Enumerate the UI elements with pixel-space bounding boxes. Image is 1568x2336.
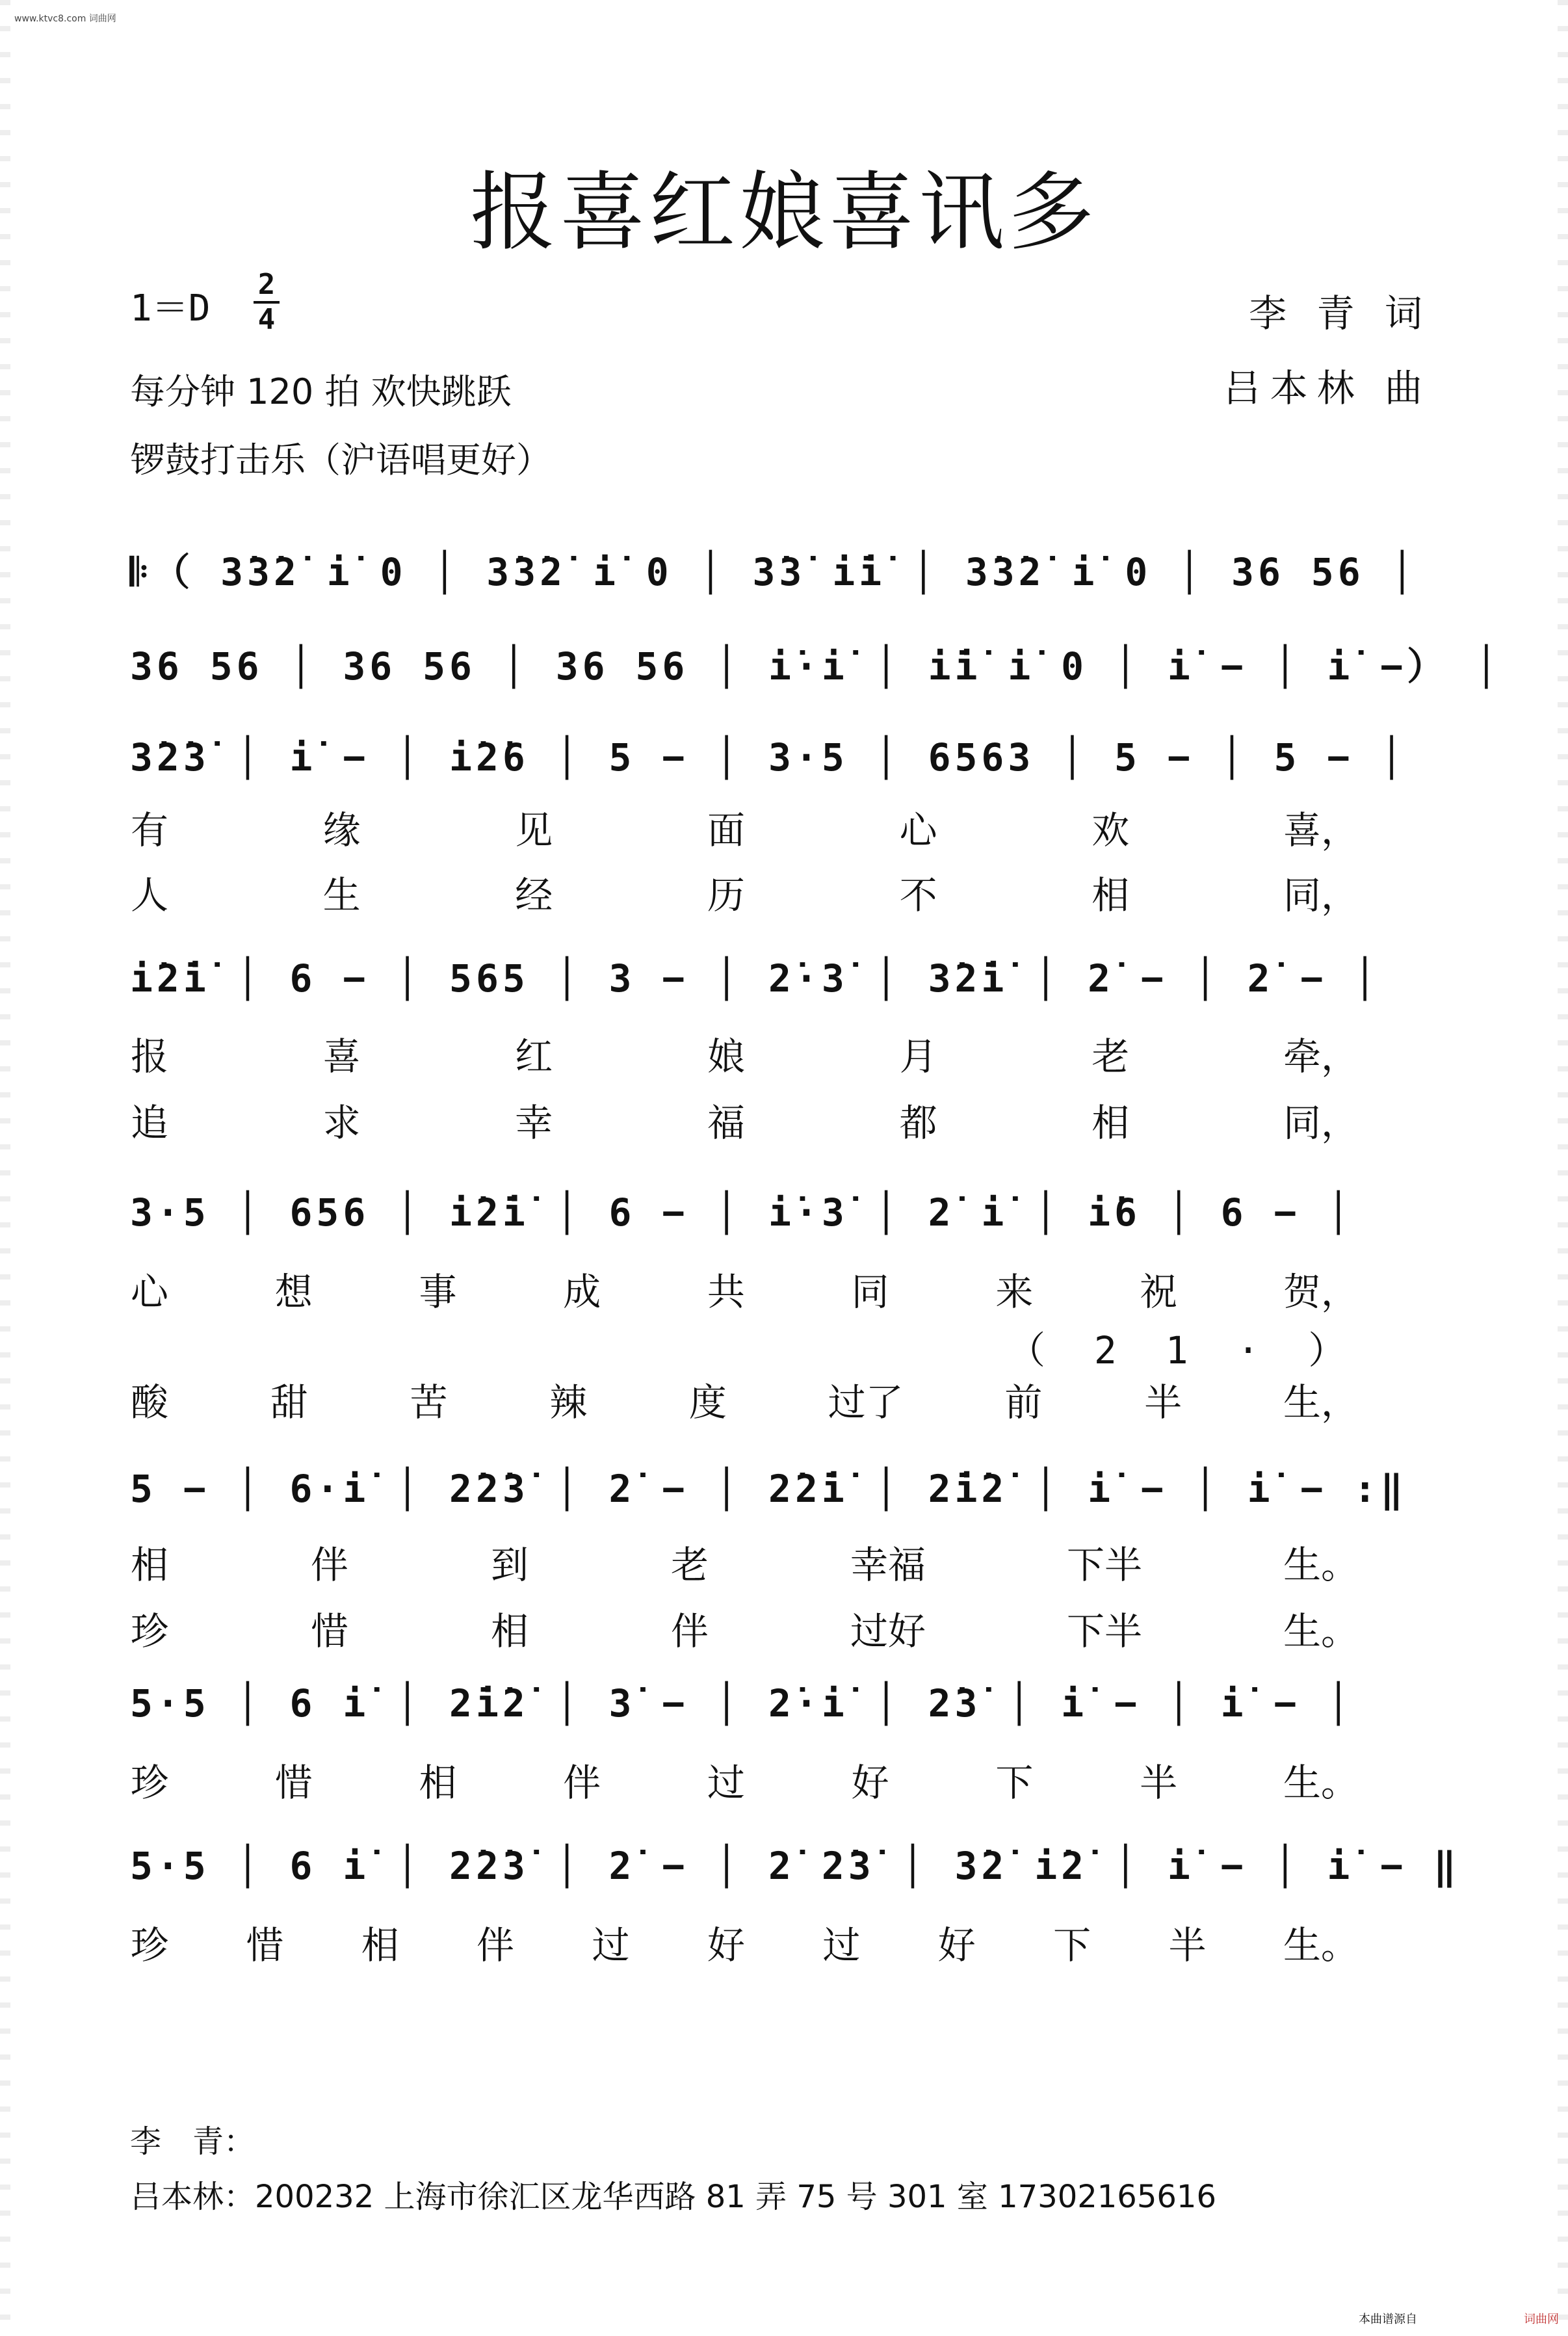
footer-lyricist-contact: 李 青： <box>130 2123 255 2160</box>
lyric-char: 相 <box>1091 1101 1130 1145</box>
score-line-5 <box>130 1174 1438 1271</box>
lyric-char: 过 <box>592 1923 630 1967</box>
lyric-char: 到 <box>490 1543 529 1587</box>
lyric-char: 伴 <box>563 1761 601 1805</box>
lyric-char: 老 <box>670 1543 709 1587</box>
lyric-char: 心 <box>899 808 937 852</box>
lyric-row-3a <box>130 1261 1398 1316</box>
score-line-8 <box>130 1827 1460 1924</box>
lyric-char: 过了 <box>828 1380 904 1424</box>
lyric-char: 幸福 <box>850 1543 926 1587</box>
lyric-row-1a <box>130 800 1398 854</box>
lyric-char: 辣 <box>549 1380 588 1424</box>
lyric-char: 来 <box>995 1270 1034 1314</box>
lyric-char: 报 <box>130 1034 168 1079</box>
tempo-marking: 每分钟 120 拍 欢快跳跃 <box>130 371 512 412</box>
key-signature: 1＝D <box>130 287 211 330</box>
lyric-char: 伴 <box>477 1923 515 1967</box>
lyric-char: 生。 <box>1283 1761 1359 1805</box>
lyric-char: 共 <box>707 1270 745 1314</box>
lyric-char: 珍 <box>130 1923 168 1967</box>
score-line-7 <box>130 1664 1438 1762</box>
lyric-char: 事 <box>419 1270 457 1314</box>
lyric-char: 求 <box>322 1101 361 1145</box>
notes-line-7: 5·5 │ 6 i̇ │ 2̇i̇2̇ │ 3̇ − │ 2̇·i̇ │ 2̇3̇ │ i̇ − │ i̇ − │ <box>130 1681 1354 1726</box>
lyric-char: 都 <box>899 1101 937 1145</box>
lyric-char: 福 <box>707 1101 745 1145</box>
lyric-char: 酸 <box>130 1380 168 1424</box>
notes-line-8: 5·5 │ 6 i̇ │ 2̇2̇3̇ │ 2̇ − │ 2̇ 2̇3̇ │ 3̇2̇ i̇2̇ │ i̇ − │ i̇ − ‖ <box>130 1844 1460 1888</box>
lyric-char: 喜， <box>1283 808 1359 852</box>
lyric-char: 牵， <box>1283 1034 1359 1079</box>
lyric-char: 追 <box>130 1101 168 1145</box>
lyric-char: 相 <box>361 1923 399 1967</box>
lyricist-credit: 李 青 词 <box>1249 291 1431 335</box>
lyric-char: 前 <box>1004 1380 1043 1424</box>
notes-line-1: 𝄆（ 3̇3̇2̇ i̇ 0 │ 3̇3̇2̇ i̇ 0 │ 3̇3̇ i̇i̇ │ 3̇3̇2̇ i̇ 0 │ 36 56 │ <box>130 550 1418 594</box>
instrument-note: 锣鼓打击乐（沪语唱更好） <box>130 440 551 480</box>
lyric-char: 缘 <box>322 808 361 852</box>
lyric-char: 珍 <box>130 1609 168 1653</box>
lyric-char: 过 <box>822 1923 861 1967</box>
lyric-char: 欢 <box>1091 808 1130 852</box>
lyric-char: 贺， <box>1283 1270 1359 1314</box>
lyric-char: 喜 <box>322 1034 361 1079</box>
lyric-char: 经 <box>515 873 553 917</box>
source-note: 本曲谱源自 <box>1359 2313 1417 2326</box>
site-watermark: www.ktvc8.com 词曲网 <box>14 14 116 24</box>
lyric-char: 下 <box>1053 1923 1091 1967</box>
score-line-4 <box>130 939 1438 1037</box>
left-edge-pattern <box>0 0 10 2336</box>
lyric-char: 同 <box>851 1270 889 1314</box>
time-signature <box>254 270 280 335</box>
lyric-char: 相 <box>419 1761 457 1805</box>
lyric-char: 伴 <box>670 1609 709 1653</box>
time-sig-top: 2 <box>257 268 276 301</box>
lyric-char: 人 <box>130 873 168 917</box>
lyric-char: 心 <box>130 1270 168 1314</box>
notes-line-2: 36 56 │ 36 56 │ 36 56 │ i̇·i̇ │ i̇i̇ i̇ 0 │ i̇ − │ i̇ −） │ <box>130 644 1502 689</box>
lyric-row-1b <box>130 865 1398 919</box>
lyric-char: 见 <box>515 808 553 852</box>
lyric-char: 相 <box>130 1543 168 1587</box>
alt-notes: （ 2 1 · ） <box>1008 1328 1359 1372</box>
lyric-char: 惜 <box>274 1761 313 1805</box>
site-brand-logo: 词曲网 <box>1524 2313 1559 2326</box>
lyric-char: 成 <box>563 1270 601 1314</box>
lyric-char: 度 <box>688 1380 727 1424</box>
lyric-char: 甜 <box>270 1380 308 1424</box>
footer-composer-contact: 吕本林：200232 上海市徐汇区龙华西路 81 弄 75 号 301 室 17302165616 <box>130 2179 1217 2215</box>
lyric-char: 月 <box>899 1034 937 1079</box>
lyric-char: 半 <box>1168 1923 1207 1967</box>
lyric-char: 珍 <box>130 1761 168 1805</box>
lyric-char: 惜 <box>246 1923 284 1967</box>
right-edge-pattern <box>1558 0 1568 2336</box>
lyric-char: 相 <box>490 1609 529 1653</box>
lyric-row-2a <box>130 1026 1398 1081</box>
lyric-row-4b <box>130 1601 1398 1655</box>
lyric-char: 有 <box>130 808 168 852</box>
notes-line-5: 3·5 │ 656 │ i̇2̇i̇ │ 6 − │ i̇·3̇ │ 2̇ i̇ │ i̇6 │ 6 − │ <box>130 1190 1354 1235</box>
lyric-char: 下半 <box>1066 1543 1142 1587</box>
lyric-char: 过好 <box>850 1609 926 1653</box>
lyric-char: 半 <box>1140 1761 1178 1805</box>
lyric-char: 想 <box>274 1270 313 1314</box>
lyric-char: 面 <box>707 808 745 852</box>
lyric-char: 相 <box>1091 873 1130 917</box>
lyric-char: 生。 <box>1283 1543 1359 1587</box>
lyric-char: 生 <box>322 873 361 917</box>
lyric-row-3b <box>130 1372 1398 1426</box>
lyric-char: 红 <box>515 1034 553 1079</box>
score-line-2 <box>130 624 1502 722</box>
lyric-char: 祝 <box>1140 1270 1178 1314</box>
song-title: 报喜红娘喜讯多 <box>470 163 1098 263</box>
notes-line-6: 5 − │ 6·i̇ │ 2̇2̇3̇ │ 2̇ − │ 2̇2̇i̇ │ 2̇i̇2̇ │ i̇ − │ i̇ − :‖ <box>130 1467 1407 1511</box>
lyric-char: 历 <box>707 873 745 917</box>
lyric-char: 半 <box>1144 1380 1183 1424</box>
lyric-char: 生， <box>1283 1380 1359 1424</box>
lyric-char: 过 <box>707 1761 745 1805</box>
lyric-row-2b <box>130 1092 1398 1147</box>
lyric-char: 生。 <box>1283 1609 1359 1653</box>
lyric-char: 伴 <box>310 1543 348 1587</box>
score-line-6 <box>130 1450 1438 1547</box>
notes-line-4: i̇2̇i̇ │ 6 − │ 565 │ 3 − │ 2̇·3̇ │ 3̇2̇i̇ │ 2̇ − │ 2̇ − │ <box>130 956 1381 1001</box>
lyric-char: 好 <box>851 1761 889 1805</box>
lyric-char: 好 <box>937 1923 976 1967</box>
composer-credit: 吕本林 曲 <box>1223 366 1431 410</box>
lyric-char: 老 <box>1091 1034 1130 1079</box>
lyric-char: 同， <box>1283 1101 1359 1145</box>
lyric-row-4a <box>130 1534 1398 1589</box>
lyric-char: 不 <box>899 873 937 917</box>
notes-line-3: 3̇2̇3̇ │ i̇ − │ i̇2̇6 │ 5 − │ 3·5 │ 6563 │ 5 − │ 5 − │ <box>130 735 1407 780</box>
time-sig-bottom: 4 <box>257 303 276 336</box>
lyric-char: 娘 <box>707 1034 745 1079</box>
score-line-1 <box>130 530 1438 627</box>
lyric-char: 下 <box>995 1761 1034 1805</box>
lyric-char: 惜 <box>310 1609 348 1653</box>
lyric-row-6 <box>130 1915 1398 1969</box>
lyric-row-5 <box>130 1752 1398 1807</box>
lyric-char: 同， <box>1283 873 1359 917</box>
lyric-char: 好 <box>707 1923 745 1967</box>
lyric-char: 下半 <box>1066 1609 1142 1653</box>
lyric-char: 生。 <box>1283 1923 1359 1967</box>
lyric-char: 苦 <box>410 1380 448 1424</box>
lyric-char: 幸 <box>515 1101 553 1145</box>
